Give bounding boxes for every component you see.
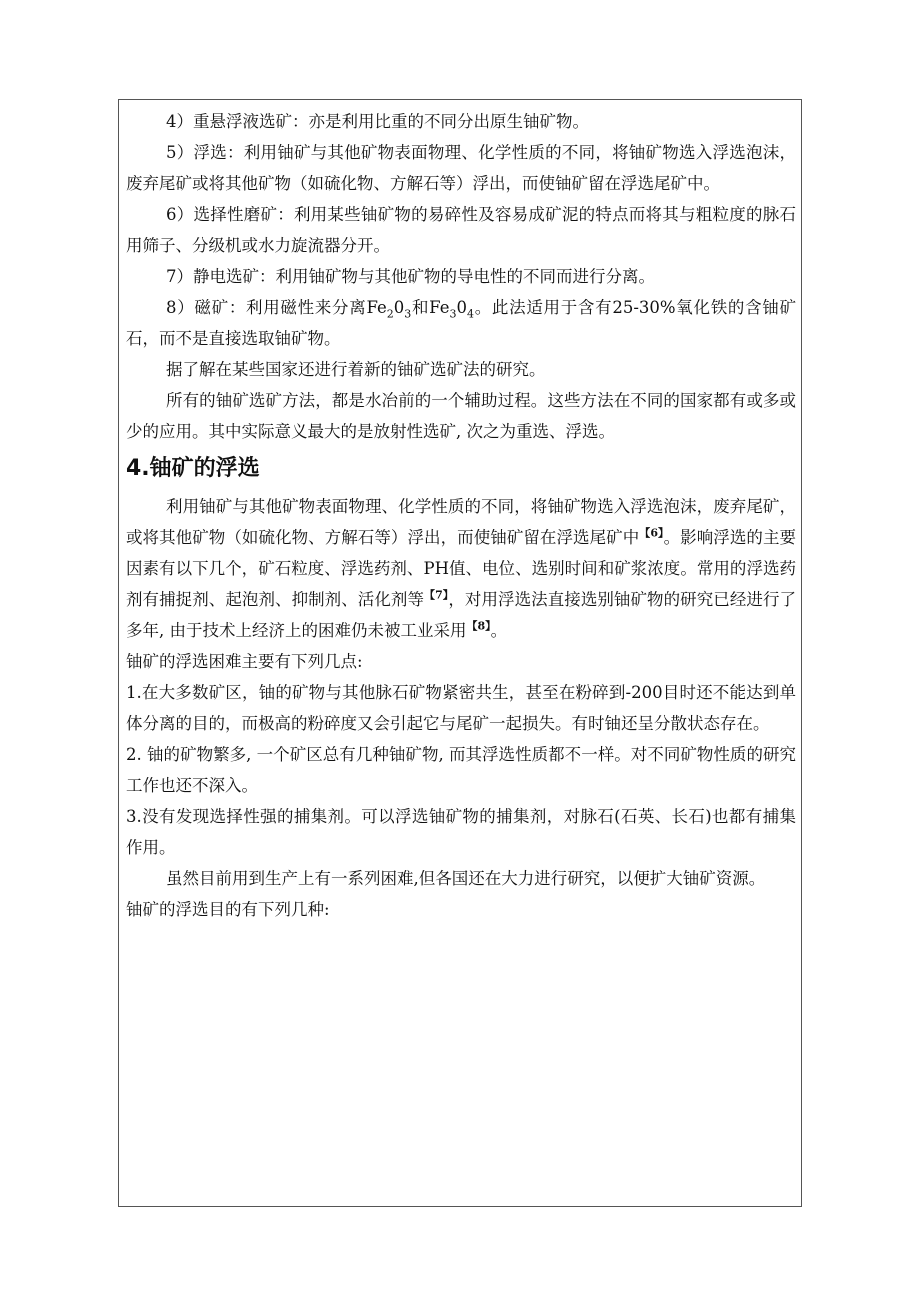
paragraph-new-methods: 据了解在某些国家还进行着新的铀矿选矿法的研究。 [166, 360, 546, 379]
paragraph-all-methods: 所有的铀矿选矿方法，都是水冶前的一个辅助过程。这些方法在不同的国家都有或多或少的应用。其中实际意义最大的是放射性选矿, 次之为重选、浮选。 [126, 391, 796, 441]
paragraph-dense-media: 4）重悬浮液选矿：亦是利用比重的不同分出原生铀矿物。 [166, 112, 589, 131]
document-body [126, 106, 796, 925]
paragraph-magnetic: 8）磁矿：利用磁性来分离$Fe_20_3$和$Fe_30_4$。此法适用于含有25-30%氧化铁的含铀矿石，而不是直接选取铀矿物。 [126, 298, 797, 348]
difficulties-intro: 铀矿的浮选困难主要有下列几点: [126, 652, 363, 671]
paragraph-selective-grinding: 6）选择性磨矿：利用某些铀矿物的易碎性及容易成矿泥的特点而将其与粗粒度的脉石用筛子、分级机或水力旋流器分开。 [126, 205, 796, 255]
section-title: 4.铀矿的浮选 [126, 456, 260, 481]
citation-6: 【6】 [639, 526, 664, 540]
citation-8: 【8】 [466, 619, 491, 633]
paragraph-flotation-intro: 利用铀矿与其他矿物表面物理、化学性质的不同，将铀矿物选入浮选泡沫，废弃尾矿，或将其他矿物（如硫化物、方解石等）浮出，而使铀矿留在浮选尾矿中$^{【6】}$。影响浮选的主要因素有以下几个，矿石粒度、浮选药剂、PH值、电位、选别时间和矿浆浓度。常用的浮选药剂有捕捉剂、起泡剂、抑制剂、活化剂等$^{【7】}$，对用浮选法直接选别铀矿物的研究已经进行了多年, 由于技术上经济上的困难仍未被工业采用$^{【8】}$。 [126, 497, 797, 640]
paragraph-electrostatic: 7）静电选矿：利用铀矿物与其他矿物的导电性的不同而进行分离。 [166, 267, 655, 286]
paragraph-flotation-method: 5）浮选：利用铀矿与其他矿物表面物理、化学性质的不同，将铀矿物选入浮选泡沫，废弃尾矿或将其他矿物（如硫化物、方解石等）浮出，而使铀矿留在浮选尾矿中。 [126, 143, 796, 193]
purposes-intro: 铀矿的浮选目的有下列几种: [126, 900, 330, 919]
paragraph-research: 虽然目前用到生产上有一系列困难,但各国还在大力进行研究，以便扩大铀矿资源。 [166, 869, 766, 888]
difficulty-item: 3.没有发现选择性强的捕集剂。可以浮选铀矿物的捕集剂，对脉石(石英、长石)也都有捕集作用。 [126, 807, 796, 857]
difficulty-item: 1.在大多数矿区，铀的矿物与其他脉石矿物紧密共生，甚至在粉碎到-200目时还不能达到单体分离的目的，而极高的粉碎度又会引起它与尾矿一起损失。有时铀还呈分散状态存在。 [126, 683, 796, 733]
citation-7: 【7】 [424, 588, 449, 602]
difficulty-item: 2. 铀的矿物繁多, 一个矿区总有几种铀矿物, 而其浮选性质都不一样。对不同矿物性质的研究工作也还不深入。 [126, 745, 796, 795]
